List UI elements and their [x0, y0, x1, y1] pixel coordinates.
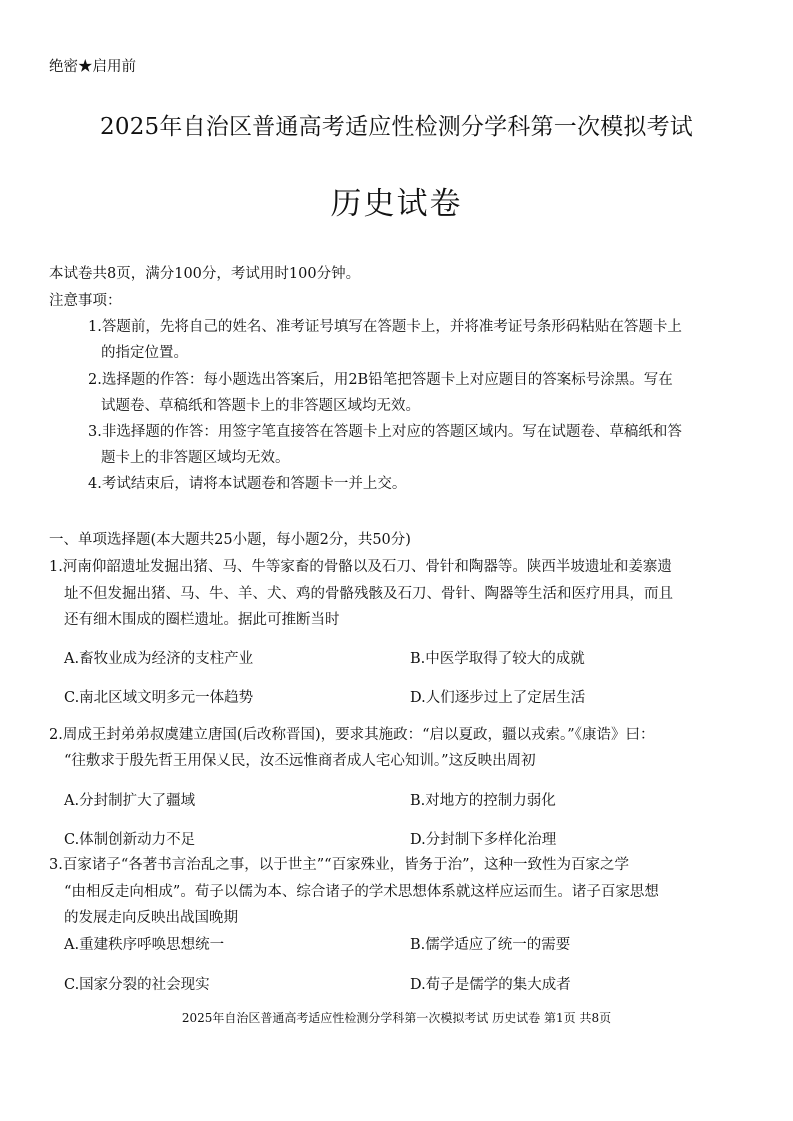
question-1-line2: 址不但发掘出猪、马、牛、羊、犬、鸡的骨骼残骸及石刀、骨针、陶器等生活和医疗用具，而且 — [64, 586, 673, 602]
notes-label: 注意事项： — [49, 293, 122, 309]
exam-title: 2025年自治区普通高考适应性检测分学科第一次模拟考试 — [100, 114, 693, 140]
note-item-2-line1: 2.选择题的作答：每小题选出答案后，用2B铅笔把答题卡上对应题目的答案标号涂黑。写在 — [88, 372, 673, 388]
note-item-4-line1: 4.考试结束后，请将本试题卷和答题卡一并上交。 — [88, 476, 407, 492]
question-3-option-a: A.重建秩序呼唤思想统一 — [64, 937, 225, 953]
question-2-line2: “往敷求于殷先哲王用保乂民，汝丕远惟商者成人宅心知训。”这反映出周初 — [64, 753, 536, 769]
exam-intro: 本试卷共8页，满分100分，考试用时100分钟。 — [49, 266, 361, 282]
question-3-line2: “由相反走向相成”。荀子以儒为本、综合诸子的学术思想体系就这样应运而生。诸子百家思想 — [64, 884, 659, 900]
question-3-option-c: C.国家分裂的社会现实 — [64, 977, 210, 993]
question-2-option-d: D.分封制下多样化治理 — [410, 832, 557, 848]
note-item-3-line2: 题卡上的非答题区域均无效。 — [101, 450, 290, 466]
note-item-2-line2: 试题卷、草稿纸和答题卡上的非答题区域均无效。 — [101, 398, 420, 414]
question-2-option-a: A.分封制扩大了疆域 — [64, 793, 196, 809]
question-3-option-b: B.儒学适应了统一的需要 — [410, 937, 571, 953]
question-1-line1: 1.河南仰韶遗址发掘出猪、马、牛等家畜的骨骼以及石刀、骨针和陶器等。陕西半坡遗址和姜寨遗 — [49, 559, 672, 575]
question-3-line3: 的发展走向反映出战国晚期 — [64, 910, 238, 926]
question-2-line1: 2.周成王封弟弟叔虞建立唐国(后改称晋国)，要求其施政：“启以夏政，疆以戎索。”《康诰》曰： — [49, 727, 655, 743]
page-footer: 2025年自治区普通高考适应性检测分学科第一次模拟考试 历史试卷 第1页 共8页 — [181, 1011, 612, 1025]
question-2-option-c: C.体制创新动力不足 — [64, 832, 196, 848]
question-1-option-c: C.南北区域文明多元一体趋势 — [64, 690, 254, 706]
note-item-3-line1: 3.非选择题的作答：用签字笔直接答在答题卡上对应的答题区域内。写在试题卷、草稿纸和答 — [88, 424, 682, 440]
subject-title: 历史试卷 — [330, 186, 463, 222]
question-2-option-b: B.对地方的控制力弱化 — [410, 793, 556, 809]
note-item-1-line2: 的指定位置。 — [101, 345, 188, 361]
note-item-1-line1: 1.答题前，先将自己的姓名、准考证号填写在答题卡上，并将准考证号条形码粘贴在答题卡上 — [88, 319, 682, 335]
question-1-option-b: B.中医学取得了较大的成就 — [410, 651, 585, 667]
question-3-line1: 3.百家诸子“各著书言治乱之事，以于世主”“百家殊业，皆务于治”，这种一致性为百家之学 — [49, 857, 629, 873]
section-heading: 一、单项选择题(本大题共25小题，每小题2分，共50分) — [49, 532, 411, 548]
question-3-option-d: D.荀子是儒学的集大成者 — [410, 977, 571, 993]
question-1-line3: 还有细木围成的圈栏遗址。据此可推断当时 — [64, 612, 340, 628]
secret-mark: 绝密★启用前 — [49, 59, 136, 75]
question-1-option-d: D.人们逐步过上了定居生活 — [410, 690, 586, 706]
question-1-option-a: A.畜牧业成为经济的支柱产业 — [64, 651, 254, 667]
